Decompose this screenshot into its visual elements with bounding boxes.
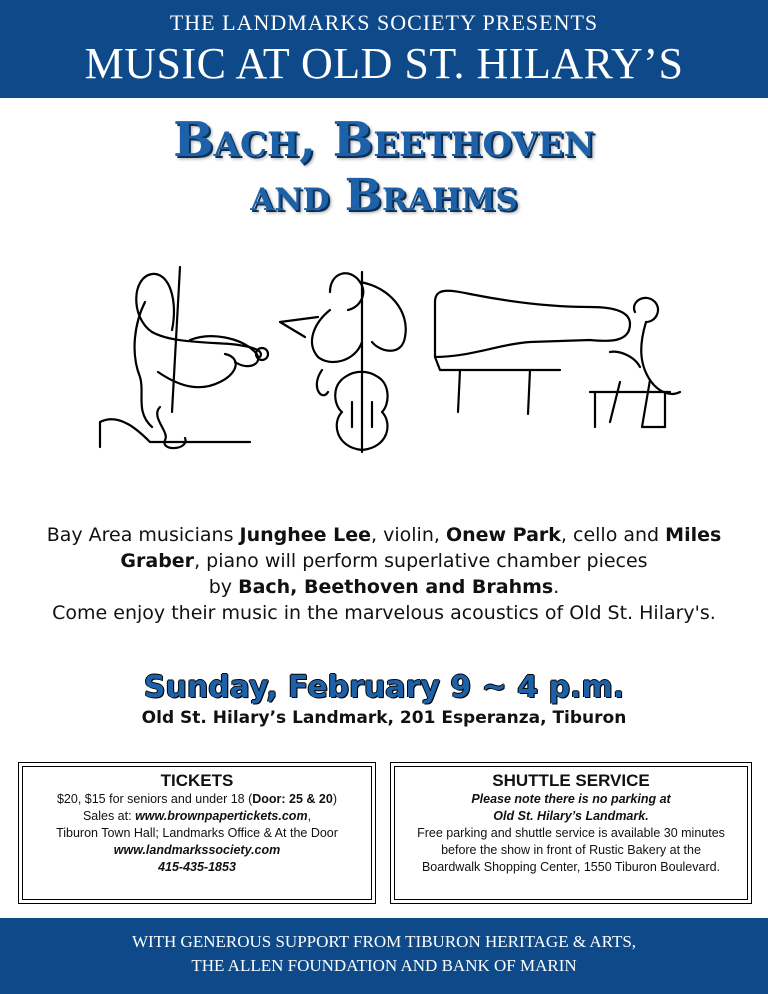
shuttle-title: SHUTTLE SERVICE xyxy=(492,771,650,790)
intro-text: , cello and xyxy=(560,524,666,546)
concert-title-line-2: and Brahms xyxy=(250,170,518,221)
composers: Bach, Beethoven and Brahms xyxy=(238,576,554,598)
shuttle-info: Boardwalk Shopping Center, 1550 Tiburon Boulevard. xyxy=(421,860,721,874)
ticket-price-end: ) xyxy=(332,792,338,806)
intro-text: , piano will perform superlative chamber pieces xyxy=(194,550,648,572)
parking-note: Old St. Hilary’s Landmark. xyxy=(493,809,649,823)
intro-text: Bay Area musicians xyxy=(46,524,240,546)
parking-note: Please note there is no parking at xyxy=(471,792,671,806)
violinist-drawing xyxy=(100,267,268,448)
violinist-name: Junghee Lee xyxy=(239,524,372,546)
intro-text: . xyxy=(553,576,560,598)
trio-line-drawing-icon xyxy=(90,262,690,462)
shuttle-box xyxy=(390,762,752,904)
sales-label: Sales at: xyxy=(82,809,136,823)
ticket-price: $20, $15 for seniors and under 18 ( xyxy=(56,792,253,806)
phone-number: 415-435-1853 xyxy=(158,860,236,874)
shuttle-info: Free parking and shuttle service is available 30 minutes xyxy=(417,826,725,840)
sales-link[interactable]: www.brownpapertickets.com xyxy=(135,809,308,823)
tickets-title: TICKETS xyxy=(160,771,234,790)
shuttle-info: before the show in front of Rustic Bakery at the xyxy=(441,843,701,857)
cellist-name: Onew Park xyxy=(445,524,561,546)
sponsors-line-1: WITH GENEROUS SUPPORT FROM TIBURON HERITAGE & ARTS, xyxy=(131,932,637,951)
intro-text: , violin, xyxy=(371,524,446,546)
intro-paragraph xyxy=(10,522,758,626)
concert-title-line-1: Bach, Beethoven xyxy=(173,112,595,168)
intro-invitation: Come enjoy their music in the marvelous acoustics of Old St. Hilary's. xyxy=(52,602,716,624)
intro-text: by xyxy=(208,576,239,598)
ticket-locations: Tiburon Town Hall; Landmarks Office & At the Door xyxy=(56,826,338,840)
pianist-name: Miles Graber xyxy=(120,524,722,572)
sponsors-line-2: THE ALLEN FOUNDATION AND BANK OF MARIN xyxy=(191,956,577,975)
tickets-box xyxy=(18,762,376,904)
event-date: Sunday, February 9 ~ 4 p.m. xyxy=(143,670,625,705)
website-link[interactable]: www.landmarkssociety.com xyxy=(113,843,281,857)
sales-end: , xyxy=(307,809,312,823)
series-title: MUSIC AT OLD ST. HILARY’S xyxy=(84,39,684,88)
header-band xyxy=(0,0,768,98)
presents-line: THE LANDMARKS SOCIETY PRESENTS xyxy=(169,10,599,35)
pianist-drawing xyxy=(435,291,680,427)
footer-band xyxy=(0,918,768,994)
event-venue: Old St. Hilary’s Landmark, 201 Esperanza, Tiburon xyxy=(141,708,627,728)
cellist-drawing xyxy=(280,272,406,452)
door-price: Door: 25 & 20 xyxy=(252,792,333,806)
